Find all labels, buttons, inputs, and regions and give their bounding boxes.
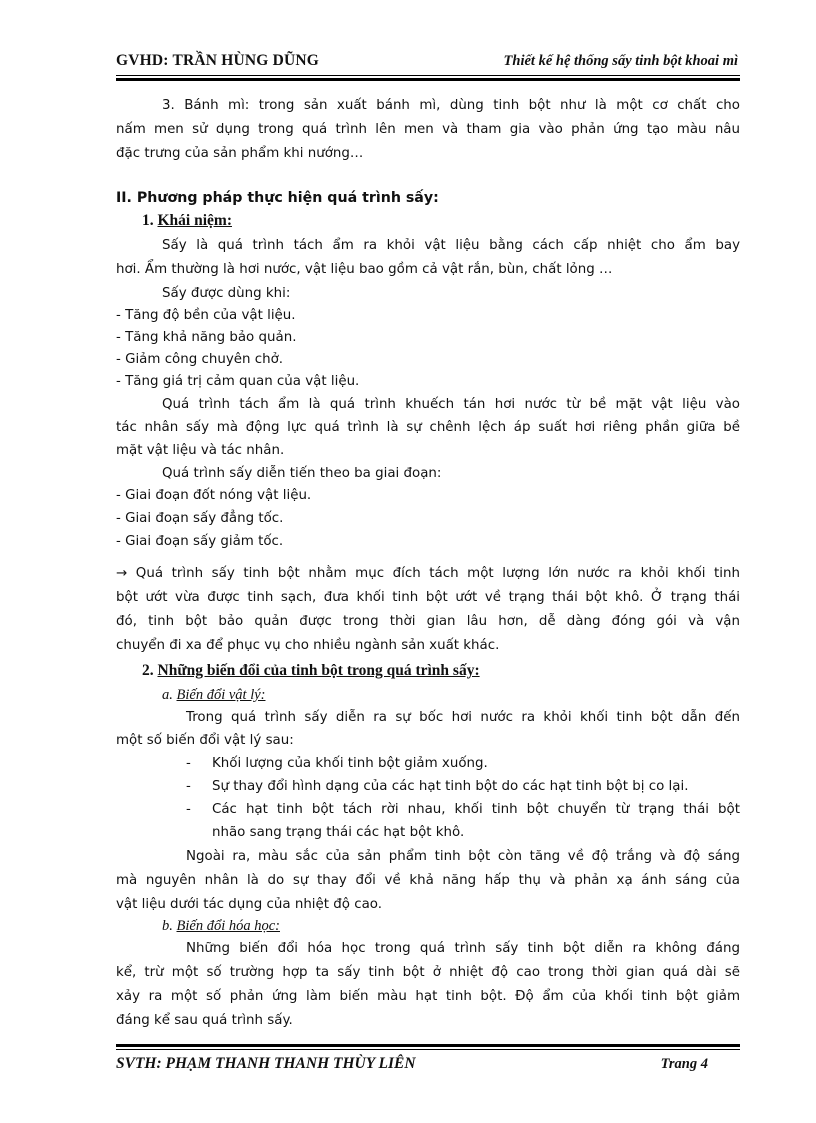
footer-rule-thick	[116, 1044, 740, 1047]
list-item: Khối lượng của khối tinh bột giảm xuống.	[212, 756, 488, 771]
body-line: vật liệu dưới tác dụng của nhiệt độ cao.	[116, 897, 383, 912]
sub-subsection-label: a.	[162, 687, 173, 703]
body-line: đặc trưng của sản phẩm khi nướng…	[116, 146, 364, 161]
header-title: Thiết kế hệ thống sấy tinh bột khoai mì	[503, 53, 738, 69]
subsection-number: 2.	[142, 662, 154, 679]
body-line: Quá trình sấy diễn tiến theo ba giai đoạn:	[162, 466, 442, 481]
header-rule-thin	[116, 75, 740, 76]
sub-subsection-title: Biến đổi vật lý:	[176, 687, 266, 703]
body-line: mặt vật liệu và tác nhân.	[116, 443, 285, 458]
list-item: - Tăng độ bền của vật liệu.	[116, 308, 296, 323]
list-item: - Giảm công chuyên chở.	[116, 352, 284, 367]
list-item: - Giai đoạn sấy giảm tốc.	[116, 534, 284, 549]
list-item: - Tăng giá trị cảm quan của vật liệu.	[116, 374, 360, 389]
list-item: - Tăng khả năng bảo quản.	[116, 330, 297, 345]
body-line: mà nguyên nhân là do sự thay đổi về khả năng hấp thụ và phản xạ ánh sáng của	[116, 873, 740, 888]
dash-bullet: -	[186, 802, 191, 817]
body-line: xảy ra một số phản ứng làm biến màu hạt tinh bột. Độ ẩm của khối tinh bột giảm	[116, 989, 740, 1004]
subsection-title: Những biến đổi của tinh bột trong quá trình sấy:	[157, 662, 480, 679]
sub-subsection-label: b.	[162, 918, 173, 934]
body-line: tác nhân sấy mà động lực quá trình là sự chênh lệch áp suất hơi riêng phần giữa bề	[116, 420, 740, 435]
page-number: Trang 4	[660, 1056, 708, 1072]
sub-subsection-title: Biến đổi hóa học:	[176, 918, 280, 934]
list-item: - Giai đoạn đốt nóng vật liệu.	[116, 488, 312, 503]
sub-subsection-heading	[162, 685, 265, 705]
body-line: đó, tinh bột bảo quản được trong thời gian lâu hơn, dễ dàng đóng gói và vận	[116, 614, 740, 629]
body-line: một số biến đổi vật lý sau:	[116, 733, 294, 748]
list-item: Sự thay đổi hình dạng của các hạt tinh bột do các hạt tinh bột bị co lại.	[212, 779, 689, 794]
list-item: Các hạt tinh bột tách rời nhau, khối tinh bột chuyển từ trạng thái bột	[212, 802, 740, 817]
body-line: bột ướt vừa được tinh sạch, đưa khối tinh bột ướt về trạng thái bột khô. Ở trạng thái	[116, 590, 740, 605]
list-item: nhão sang trạng thái các hạt bột khô.	[212, 825, 465, 840]
page-header	[116, 50, 740, 76]
body-line: nấm men sử dụng trong quá trình lên men và tham gia vào phản ứng tạo màu nâu	[116, 122, 740, 137]
page-footer	[116, 1055, 740, 1081]
subsection-heading	[142, 661, 480, 681]
body-line: Quá trình tách ẩm là quá trình khuếch tán hơi nước từ bề mặt vật liệu vào	[162, 397, 740, 412]
list-item: - Giai đoạn sấy đẳng tốc.	[116, 511, 284, 526]
header-rule-thick	[116, 78, 740, 81]
body-line: kể, trừ một số trường hợp ta sấy tinh bột ở nhiệt độ cao trong thời gian quá dài sẽ	[116, 965, 740, 980]
body-line: Sấy được dùng khi:	[162, 286, 291, 301]
body-line: hơi. Ẩm thường là hơi nước, vật liệu bao gồm cả vật rắn, bùn, chất lỏng …	[116, 262, 613, 277]
footer-student: SVTH: PHẠM THANH THANH THÙY LIÊN	[116, 1055, 416, 1072]
body-line: Sấy là quá trình tách ẩm ra khỏi vật liệu bằng cách cấp nhiệt cho ẩm bay	[162, 238, 740, 253]
body-line: đáng kể sau quá trình sấy.	[116, 1013, 293, 1028]
subsection-title: Khái niệm:	[157, 212, 232, 229]
sub-subsection-heading	[162, 916, 280, 936]
footer-rule-thin	[116, 1049, 740, 1050]
dash-bullet: -	[186, 779, 191, 794]
section-heading: II. Phương pháp thực hiện quá trình sấy:	[116, 190, 439, 206]
subsection-heading	[142, 211, 232, 231]
header-instructor: GVHD: TRẦN HÙNG DŨNG	[116, 52, 320, 69]
body-line: Những biến đổi hóa học trong quá trình sấy tinh bột diễn ra không đáng	[186, 941, 740, 956]
body-line: → Quá trình sấy tinh bột nhằm mục đích tách một lượng lớn nước ra khỏi khối tinh	[116, 566, 740, 581]
body-line: 3. Bánh mì: trong sản xuất bánh mì, dùng tinh bột như là một cơ chất cho	[162, 98, 740, 113]
dash-bullet: -	[186, 756, 191, 771]
subsection-number: 1.	[142, 212, 154, 229]
body-line: Trong quá trình sấy diễn ra sự bốc hơi nước ra khỏi khối tinh bột dẫn đến	[186, 710, 740, 725]
body-line: chuyển đi xa để phục vụ cho nhiều ngành sản xuất khác.	[116, 638, 500, 653]
body-line: Ngoài ra, màu sắc của sản phẩm tinh bột còn tăng về độ trắng và độ sáng	[186, 849, 740, 864]
